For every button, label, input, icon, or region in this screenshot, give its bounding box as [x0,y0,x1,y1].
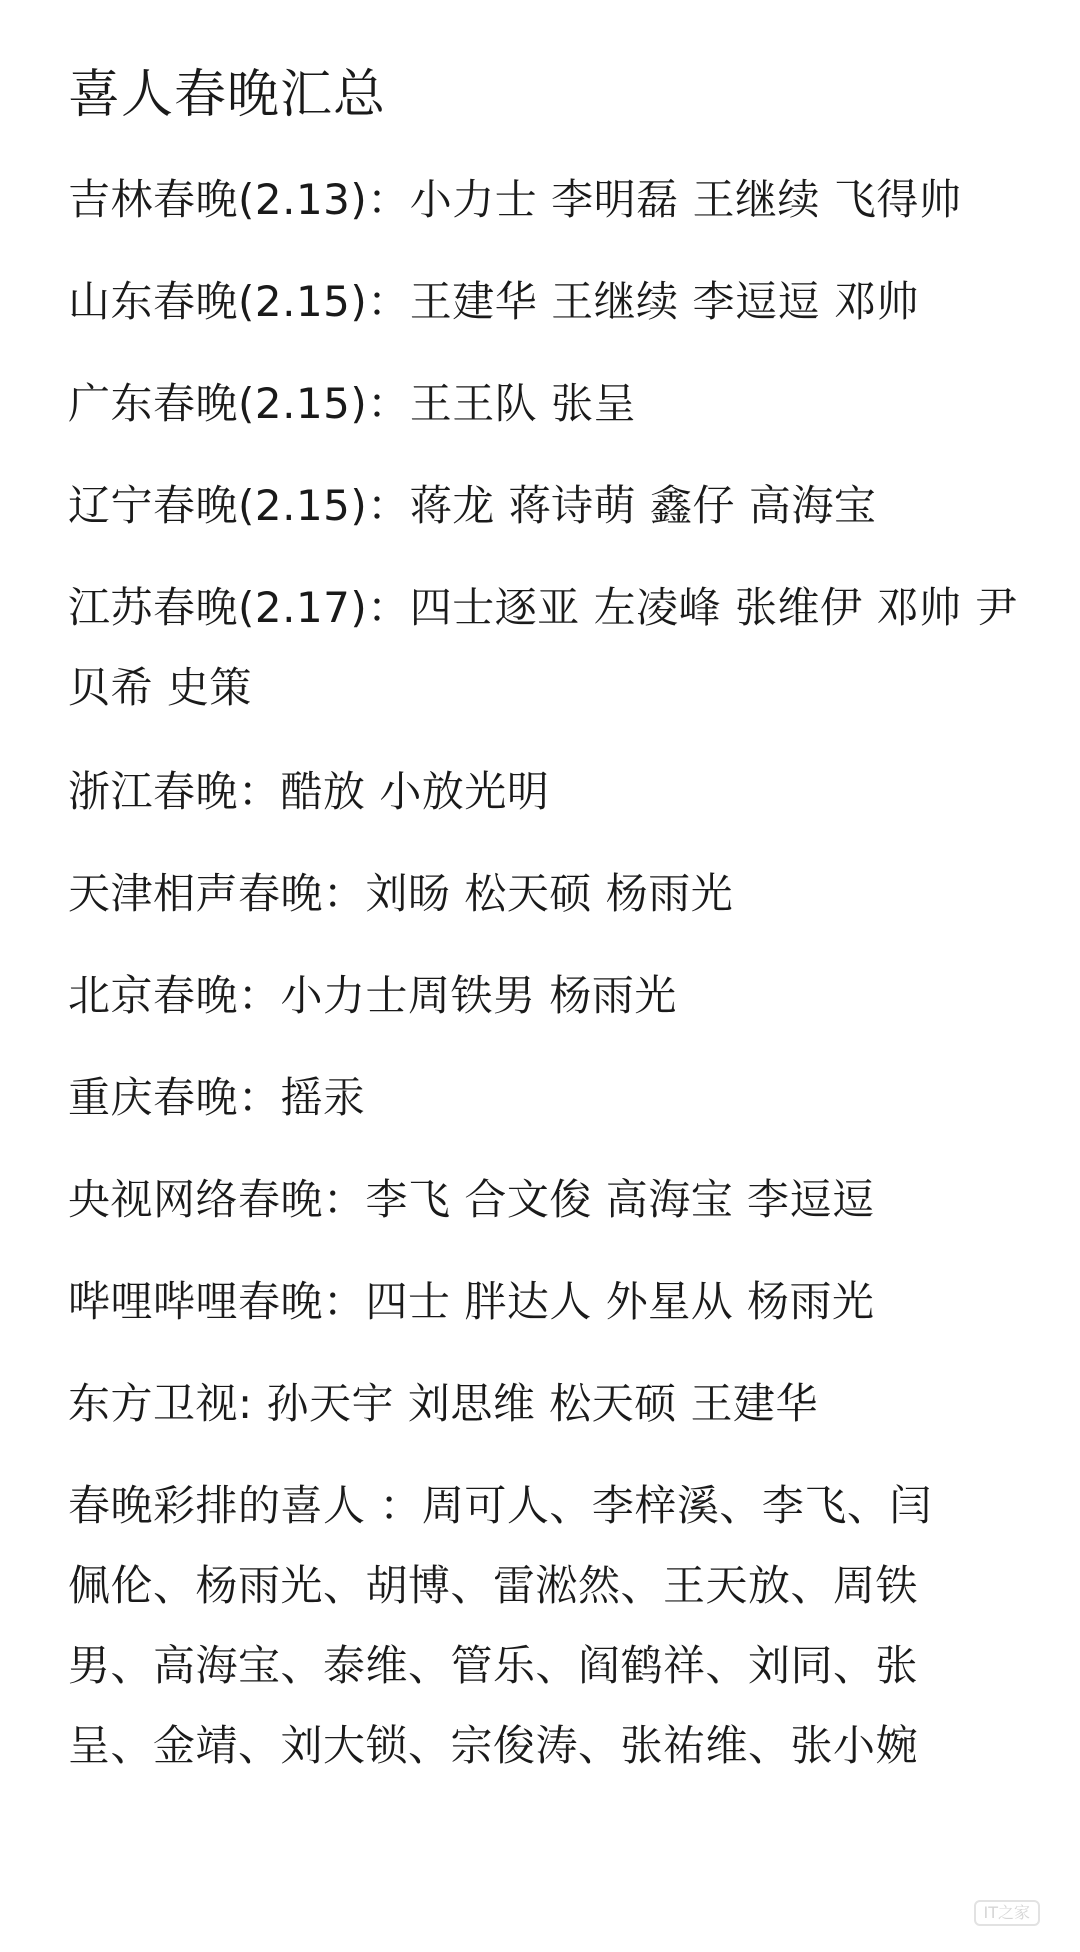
list-item-line: 男、高海宝、泰维、管乐、阎鹤祥、刘同、张 [68,1641,919,1690]
list-item-line: 佩伦、杨雨光、胡博、雷淞然、王天放、周铁 [68,1561,919,1610]
list-item-bilibili: 哔哩哔哩春晚：四士 胖达人 外星从 杨雨光 [68,1277,875,1326]
list-item-liaoning: 辽宁春晚(2.15)：蒋龙 蒋诗萌 鑫仔 高海宝 [68,481,877,530]
list-item-cctv-online: 央视网络春晚：李飞 合文俊 高海宝 李逗逗 [68,1175,875,1224]
list-item-jilin: 吉林春晚(2.13)：小力士 李明磊 王继续 飞得帅 [68,175,962,224]
list-item-chongqing: 重庆春晚：摇汞 [68,1073,366,1122]
list-item-line: 呈、金靖、刘大锁、宗俊涛、张祐维、张小婉 [68,1721,919,1770]
list-item-rehearsal [68,1466,1028,1786]
list-item-zhejiang: 浙江春晚：酷放 小放光明 [68,767,550,816]
list-item-guangdong: 广东春晚(2.15)：王王队 张呈 [68,379,637,428]
list-item-beijing: 北京春晚：小力士周铁男 杨雨光 [68,971,677,1020]
list-item-dragon-tv: 东方卫视: 孙天宇 刘思维 松天硕 王建华 [68,1379,819,1428]
watermark-logo: IT之家 [974,1900,1041,1926]
list-item-line: 春晚彩排的喜人 ：周可人、李梓溪、李飞、闫 [68,1481,932,1530]
list-item-line: 江苏春晚(2.17)：四士逐亚 左凌峰 张维伊 邓帅 尹 [68,583,1018,632]
list-item-jiangsu [68,568,1028,728]
list-item-shandong: 山东春晚(2.15)：王建华 王继续 李逗逗 邓帅 [68,277,919,326]
page-title: 喜人春晚汇总 [68,65,387,125]
list-item-tianjin: 天津相声春晚：刘旸 松天硕 杨雨光 [68,869,734,918]
list-item-line: 贝希 史策 [68,663,252,712]
watermark [974,1900,1041,1926]
